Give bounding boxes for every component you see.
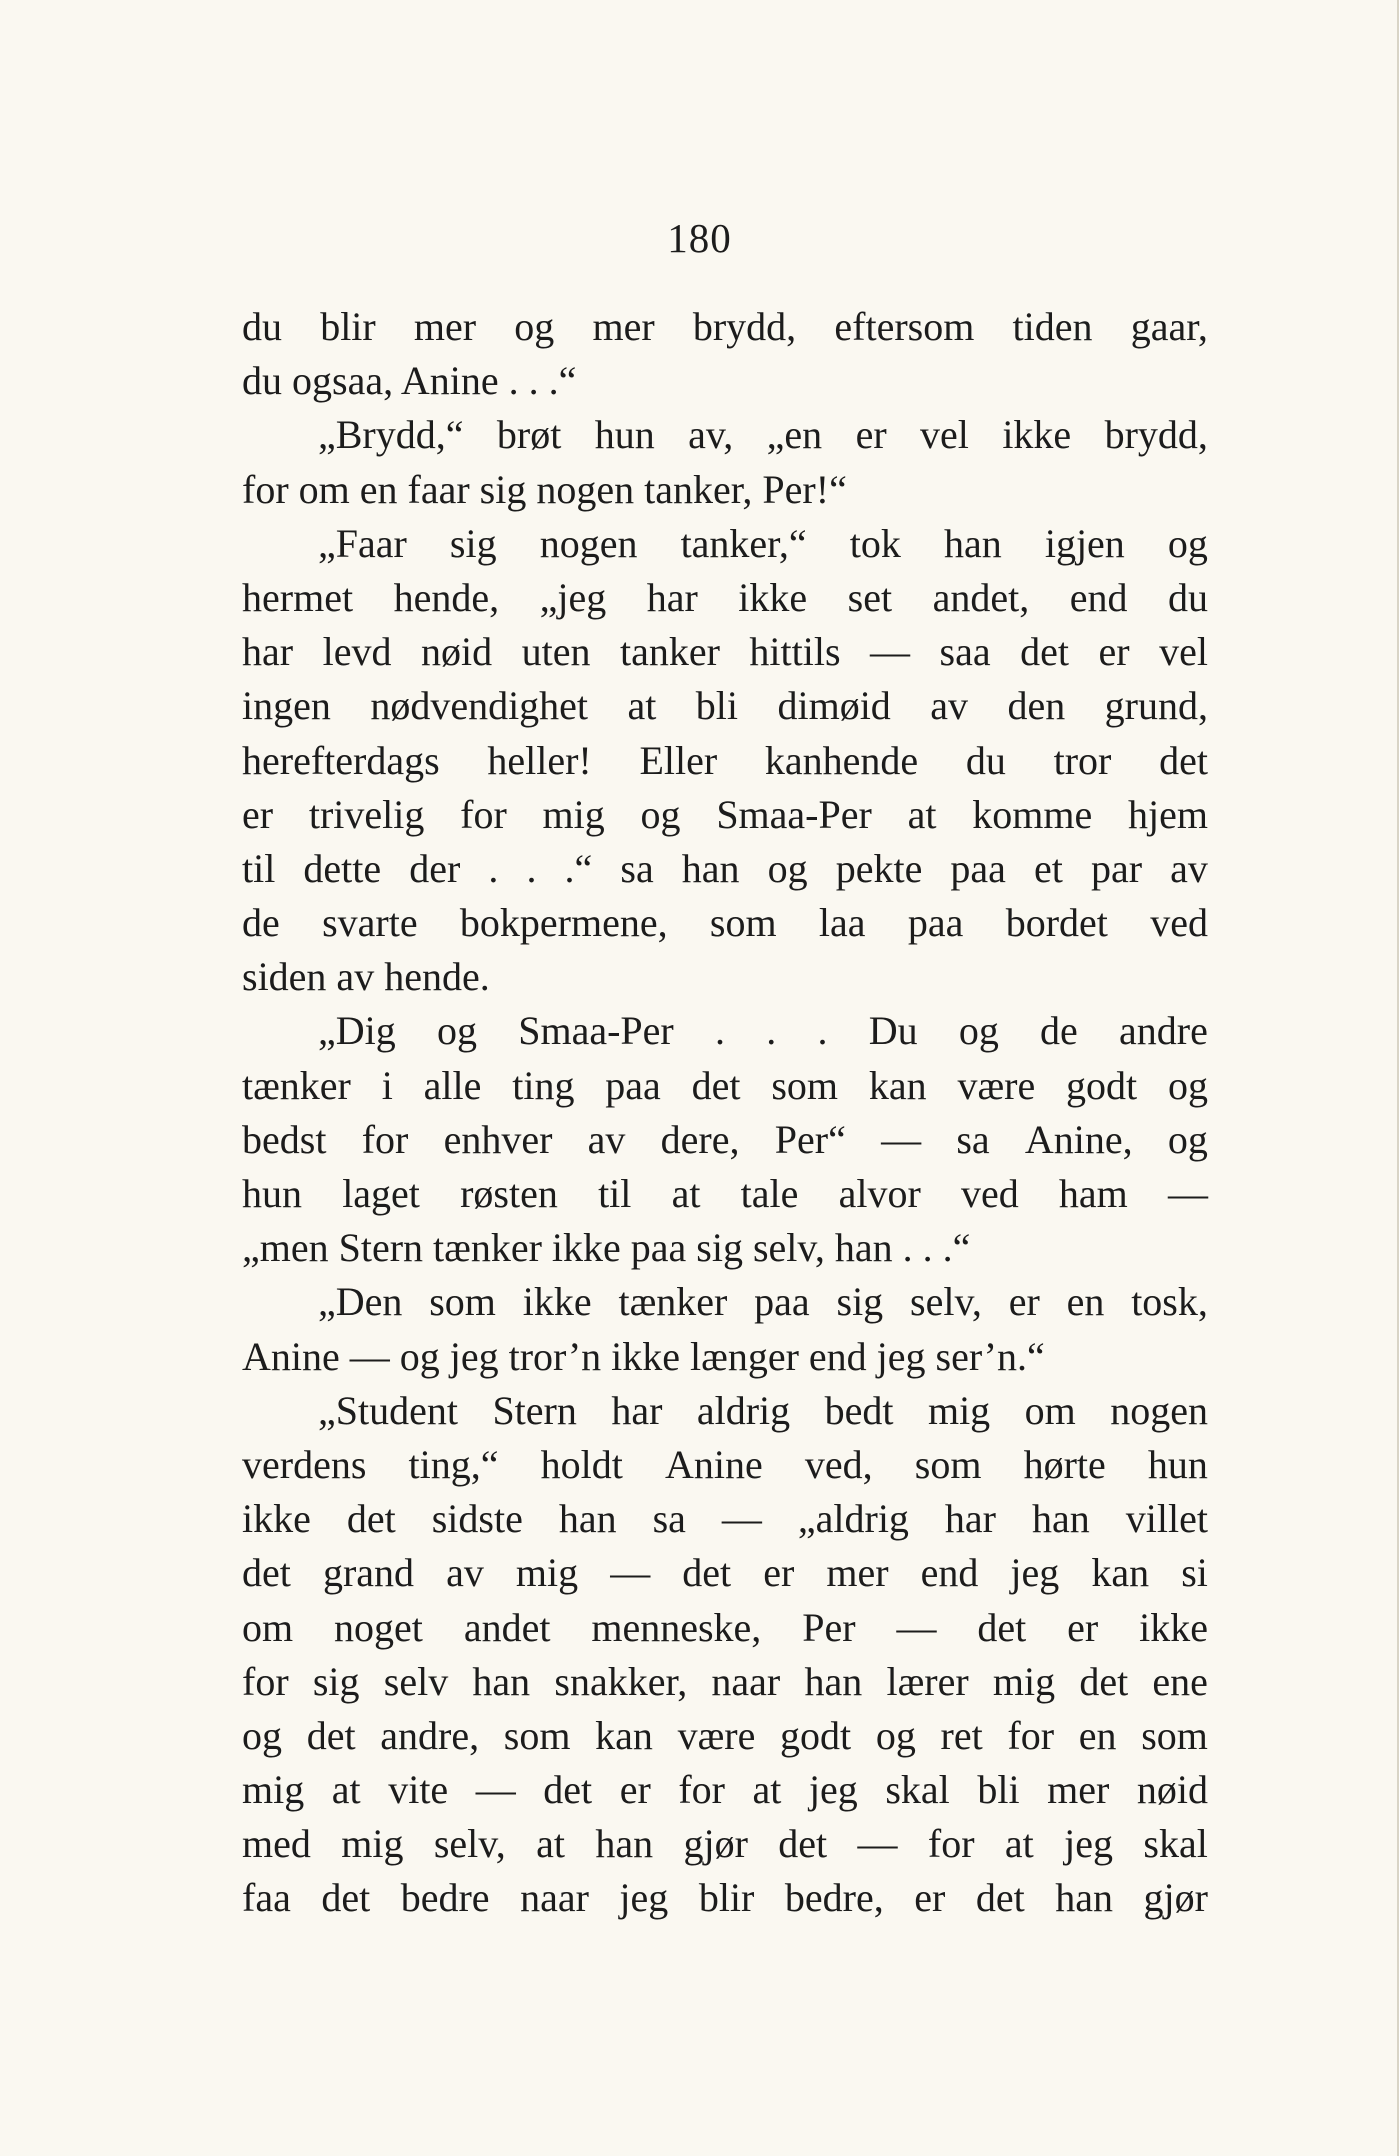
- body-text: [242, 300, 1208, 1926]
- text-line: hermet hende, „jeg har ikke set andet, end du: [242, 574, 1208, 620]
- text-line: siden av hende.: [242, 954, 490, 1000]
- page-number: 180: [667, 215, 732, 261]
- text-line: bedst for enhver av dere, Per“ — sa Anine, og: [242, 1116, 1208, 1162]
- text-line: har levd nøid uten tanker hittils — saa det er vel: [242, 629, 1208, 675]
- text-line: det grand av mig — det er mer end jeg kan si: [242, 1550, 1208, 1596]
- text-line: „Dig og Smaa-Per . . . Du og de andre: [318, 1008, 1208, 1054]
- text-line: ingen nødvendighet at bli dimøid av den grund,: [242, 683, 1208, 729]
- text-line: og det andre, som kan være godt og ret for en som: [242, 1712, 1208, 1758]
- text-line: „Brydd,“ brøt hun av, „en er vel ikke brydd,: [318, 412, 1208, 458]
- text-line: med mig selv, at han gjør det — for at jeg skal: [242, 1821, 1208, 1867]
- text-line: herefterdags heller! Eller kanhende du tror det: [242, 737, 1208, 783]
- text-line: er trivelig for mig og Smaa-Per at komme hjem: [242, 791, 1208, 837]
- text-line: de svarte bokpermene, som laa paa bordet ved: [242, 900, 1208, 946]
- text-line: til dette der . . .“ sa han og pekte paa et par av: [242, 845, 1208, 891]
- text-line: Anine — og jeg tror’n ikke længer end jeg ser’n.“: [242, 1333, 1045, 1379]
- text-line: tænker i alle ting paa det som kan være godt og: [242, 1062, 1208, 1108]
- text-line: hun laget røsten til at tale alvor ved ham —: [242, 1171, 1208, 1216]
- text-line: „Den som ikke tænker paa sig selv, er en tosk,: [318, 1279, 1208, 1325]
- text-line: mig at vite — det er for at jeg skal bli mer nøid: [242, 1767, 1208, 1813]
- text-line: du ogsaa, Anine . . .“: [242, 358, 577, 404]
- text-line: for om en faar sig nogen tanker, Per!“: [242, 466, 847, 512]
- text-line: „men Stern tænker ikke paa sig selv, han . . .“: [242, 1225, 971, 1271]
- text-line: „Faar sig nogen tanker,“ tok han igjen og: [318, 520, 1208, 566]
- text-line: om noget andet menneske, Per — det er ikke: [242, 1604, 1208, 1650]
- text-line: ikke det sidste han sa — „aldrig har han villet: [242, 1496, 1208, 1542]
- text-line: du blir mer og mer brydd, eftersom tiden gaar,: [242, 304, 1208, 349]
- text-line: faa det bedre naar jeg blir bedre, er det han gjør: [242, 1875, 1208, 1921]
- text-line: „Student Stern har aldrig bedt mig om nogen: [318, 1387, 1208, 1433]
- text-line: verdens ting,“ holdt Anine ved, som hørte hun: [242, 1441, 1208, 1487]
- text-line: for sig selv han snakker, naar han lærer mig det ene: [242, 1658, 1208, 1704]
